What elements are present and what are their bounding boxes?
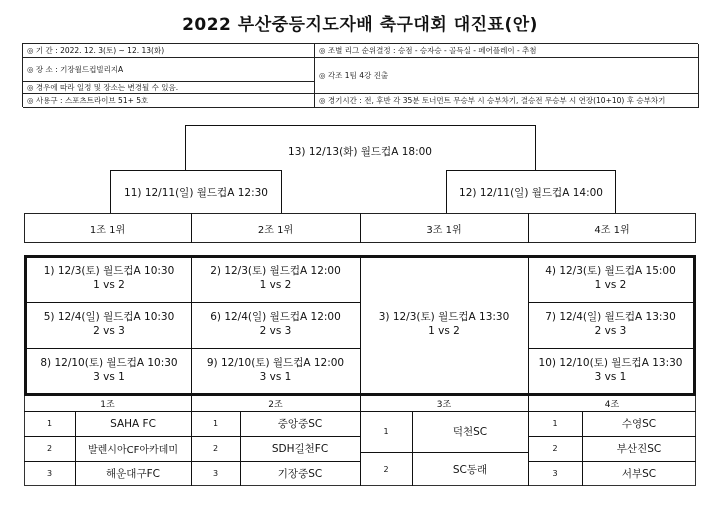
team-number: 1 [383,427,389,436]
match-cell [528,356,693,384]
match-info: 5) 12/4(일) 월드컵A 10:30 [43,311,175,323]
cell-divider [27,302,360,303]
info-table [22,43,698,107]
match-cell [528,264,693,292]
team-name: 수영SC [621,418,657,430]
page-title: 2022 부산중등지도자배 축구대회 대진표(안) [182,15,538,35]
team-number: 3 [212,469,219,478]
group-4-winner: 4조 1위 [594,224,630,236]
match-vs: 3 vs 1 [259,371,292,384]
group-1-header: 1조 [100,400,115,410]
match-vs: 2 vs 3 [259,325,292,338]
cell-divider [27,348,360,349]
team-name: 기장중SC [277,468,323,480]
bracket-line [185,125,535,126]
match-cell [191,310,360,338]
info-venue: ◎ 장 소 : 기장월드컵빌리지A [23,58,315,82]
group-4-header: 4조 [604,400,620,410]
team-number: 2 [552,444,558,453]
team-name: 부산진SC [616,443,662,455]
team-number: 3 [46,469,53,478]
team-number: 2 [46,444,53,453]
group-2-header: 2조 [268,400,283,410]
match-cell [191,356,360,384]
match-info: 7) 12/4(일) 월드컵A 13:30 [545,311,676,323]
cell-divider [528,302,693,303]
team-number: 1 [46,419,53,428]
team-name: SDH길천FC [271,443,329,455]
match-vs: 2 vs 3 [93,325,125,338]
match-cell [27,356,191,384]
cell-divider [528,348,693,349]
match-cell [191,264,360,292]
match-info: 4) 12/3(토) 월드컵A 15:00 [545,265,676,277]
match-info: 10) 12/10(토) 월드컵A 13:30 [538,357,683,369]
group-1-winner: 1조 1위 [89,224,126,236]
team-name: 중앙중SC [277,418,323,430]
team-number: 2 [383,464,389,474]
match-info: 6) 12/4(일) 월드컵A 12:00 [210,311,341,323]
team-number: 1 [212,419,219,428]
match-cell [27,264,191,292]
semi-final-left-label: 11) 12/11(일) 월드컵A 12:30 [124,187,268,199]
group-2-winner: 2조 1위 [257,224,294,236]
match-info: 3) 12/3(토) 월드컵A 13:30 [378,311,510,323]
match-info: 1) 12/3(토) 월드컵A 10:30 [43,265,175,277]
team-name: SAHA FC [110,417,156,430]
team-name: SC동래 [452,463,488,476]
bracket-line [185,125,186,170]
match-vs: 1 vs 2 [594,279,627,292]
info-period: ◎ 기 간 : 2022. 12. 3(토) ~ 12. 13(화) [23,44,315,58]
match-cell [27,310,191,338]
team-number: 2 [212,444,219,453]
info-ball: ◎ 사용구 : 스포츠트라이브 51+ 5호 [23,94,315,108]
final-match: 13) 12/13(화) 월드컵A 18:00 [288,146,432,158]
match-cell [360,310,528,338]
match-vs: 3 vs 1 [594,371,627,384]
match-info: 8) 12/10(토) 월드컵A 10:30 [40,357,178,369]
match-vs: 1 vs 2 [259,279,292,292]
match-info: 9) 12/10(토) 월드컵A 12:00 [206,357,345,369]
team-number: 1 [552,419,558,428]
group-3-header: 3조 [436,400,452,410]
info-ranking: ◎ 조별 리그 순위결정 : 승점 - 승자승 - 골득실 - 페어플레이 - 추첨 [315,44,699,58]
bracket-line [535,125,536,170]
team-number: 3 [552,469,558,478]
team-name: 해운대구FC [106,468,160,480]
match-vs: 3 vs 1 [93,371,125,384]
info-advance: ◎ 각조 1팀 4강 진출 [315,58,699,94]
match-vs: 1 vs 2 [428,325,460,338]
semi-final-right-label: 12) 12/11(일) 월드컵A 14:00 [459,187,603,199]
match-vs: 2 vs 3 [594,325,627,338]
info-notice: ◎ 경우에 따라 일정 및 장소는 변경될 수 있음. [23,82,315,94]
team-name: 서부SC [621,468,657,480]
match-cell [528,310,693,338]
team-name: 덕천SC [452,426,488,438]
team-name: 발렌시아CF아카데미 [87,445,178,456]
group-3-winner: 3조 1위 [426,224,462,236]
info-time: ◎ 경기시간 : 전, 후반 각 35분 토너먼트 무승부 시 승부차기, 결승전 무승부 시 연장(10+10) 후 승부차기 [315,94,699,108]
match-vs: 1 vs 2 [93,279,125,292]
match-info: 2) 12/3(토) 월드컵A 12:00 [210,265,341,277]
